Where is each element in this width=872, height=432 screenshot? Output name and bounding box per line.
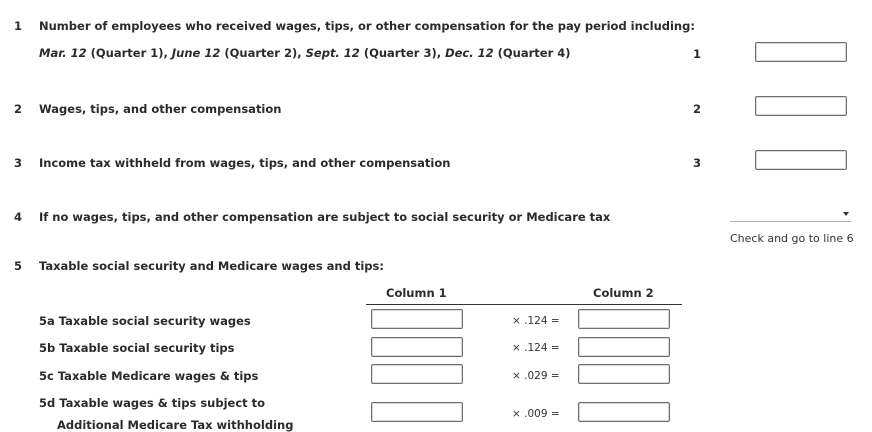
- line-5a-label: 5a Taxable social security wages: [39, 314, 251, 328]
- line-5a-column-2-input[interactable]: [578, 309, 670, 329]
- line-1-ref: 1: [693, 47, 702, 61]
- line-1-employees-input[interactable]: [755, 42, 847, 62]
- line-3-label: Income tax withheld from wages, tips, and other compensation: [39, 156, 451, 170]
- line-5c-column-2-input[interactable]: [578, 364, 670, 384]
- line-5b-column-1-input[interactable]: [371, 337, 463, 357]
- line-2-wages-input[interactable]: [755, 96, 847, 116]
- column-header-rule: [366, 304, 682, 305]
- line-5c-multiplier: × .029 =: [512, 370, 560, 382]
- column-2-header: Column 2: [593, 286, 654, 300]
- line-5d-column-1-input[interactable]: [371, 402, 463, 422]
- line-1-number: 1: [14, 19, 23, 33]
- line-5b-column-2-input[interactable]: [578, 337, 670, 357]
- line-3-number: 3: [14, 156, 23, 170]
- line-5d-label-continued: Additional Medicare Tax withholding: [57, 418, 294, 432]
- line-5d-label: 5d Taxable wages & tips subject to: [39, 396, 266, 410]
- line-4-number: 4: [14, 210, 23, 224]
- line-1-periods: Mar. 12 (Quarter 1), June 12 (Quarter 2), Sept. 12 (Quarter 3), Dec. 12 (Quarter 4): [39, 46, 571, 60]
- line-2-label: Wages, tips, and other compensation: [39, 102, 282, 116]
- column-1-header: Column 1: [386, 286, 447, 300]
- line-2-number: 2: [14, 102, 23, 116]
- line-3-income-tax-input[interactable]: [755, 150, 847, 170]
- line-5b-label: 5b Taxable social security tips: [39, 341, 235, 355]
- line-5d-column-2-input[interactable]: [578, 402, 670, 422]
- line-4-label: If no wages, tips, and other compensation are subject to social security or Medicare tax: [39, 210, 611, 224]
- line-5-number: 5: [14, 259, 23, 273]
- chevron-down-icon: [843, 212, 849, 216]
- line-5b-multiplier: × .124 =: [512, 342, 560, 354]
- line-1-label: Number of employees who received wages, tips, or other compensation for the pay period including:: [39, 19, 695, 33]
- line-4-select[interactable]: [730, 209, 851, 222]
- line-5a-multiplier: × .124 =: [512, 315, 560, 327]
- line-5d-multiplier: × .009 =: [512, 408, 560, 420]
- line-4-hint: Check and go to line 6: [730, 232, 854, 245]
- line-5-label: Taxable social security and Medicare wages and tips:: [39, 259, 384, 273]
- line-5c-column-1-input[interactable]: [371, 364, 463, 384]
- line-5c-label: 5c Taxable Medicare wages & tips: [39, 369, 259, 383]
- line-5a-column-1-input[interactable]: [371, 309, 463, 329]
- line-3-ref: 3: [693, 156, 702, 170]
- line-2-ref: 2: [693, 102, 702, 116]
